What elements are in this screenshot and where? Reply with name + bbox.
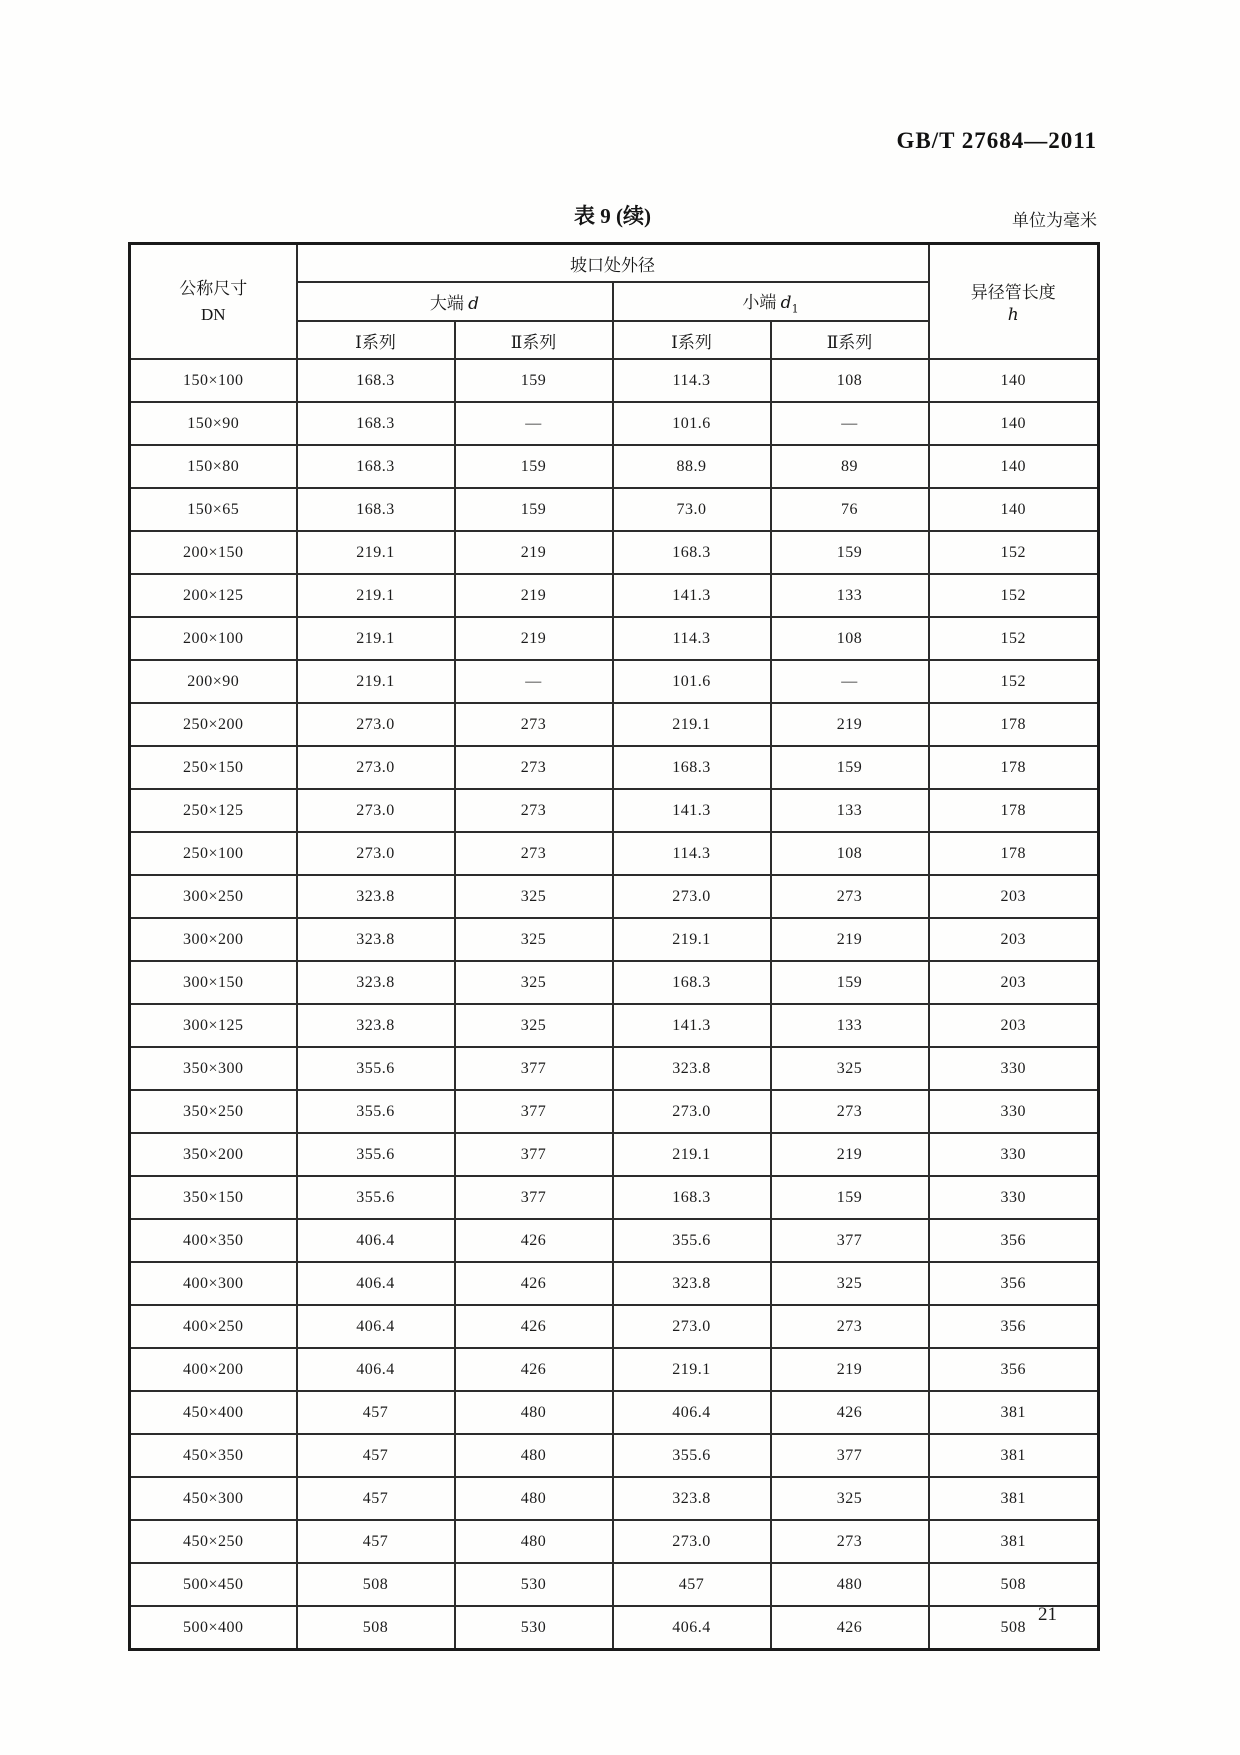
table-row	[130, 531, 1099, 574]
cell-big-end-series-2: 273	[455, 703, 613, 746]
cell-big-end-series-2: 159	[455, 359, 613, 402]
table-row	[130, 1090, 1099, 1133]
cell-nominal-size: 200×150	[130, 531, 297, 574]
header-small-end	[613, 282, 929, 321]
cell-big-end-series-1: 508	[297, 1606, 455, 1650]
cell-nominal-size: 200×125	[130, 574, 297, 617]
cell-small-end-series-1: 273.0	[613, 1090, 771, 1133]
cell-small-end-series-1: 101.6	[613, 660, 771, 703]
cell-big-end-series-1: 219.1	[297, 531, 455, 574]
cell-small-end-series-1: 168.3	[613, 961, 771, 1004]
cell-big-end-series-1: 168.3	[297, 445, 455, 488]
cell-big-end-series-2: —	[455, 660, 613, 703]
cell-small-end-series-1: 114.3	[613, 359, 771, 402]
header-reducer-length	[929, 244, 1099, 360]
cell-small-end-series-2: 219	[771, 918, 929, 961]
table-row	[130, 1606, 1099, 1650]
cell-reducer-length: 152	[929, 574, 1099, 617]
cell-big-end-series-1: 168.3	[297, 488, 455, 531]
reducer-dimensions-table	[128, 242, 1100, 1651]
cell-big-end-series-1: 219.1	[297, 617, 455, 660]
table-title: 表 9 (续)	[574, 204, 651, 228]
cell-small-end-series-2: 159	[771, 531, 929, 574]
cell-big-end-series-2: 159	[455, 445, 613, 488]
cell-big-end-series-1: 457	[297, 1477, 455, 1520]
header-small-end-series-2: Ⅱ系列	[771, 321, 929, 359]
cell-small-end-series-2: 76	[771, 488, 929, 531]
cell-reducer-length: 330	[929, 1047, 1099, 1090]
table-row	[130, 1047, 1099, 1090]
cell-small-end-series-2: 325	[771, 1047, 929, 1090]
cell-reducer-length: 330	[929, 1176, 1099, 1219]
cell-small-end-series-2: 325	[771, 1477, 929, 1520]
cell-big-end-series-2: 159	[455, 488, 613, 531]
cell-big-end-series-1: 355.6	[297, 1133, 455, 1176]
cell-big-end-series-2: 480	[455, 1434, 613, 1477]
table-row	[130, 832, 1099, 875]
cell-big-end-series-1: 457	[297, 1434, 455, 1477]
table-row	[130, 1434, 1099, 1477]
cell-nominal-size: 300×200	[130, 918, 297, 961]
cell-nominal-size: 400×350	[130, 1219, 297, 1262]
cell-small-end-series-1: 101.6	[613, 402, 771, 445]
cell-nominal-size: 200×100	[130, 617, 297, 660]
cell-small-end-series-1: 114.3	[613, 617, 771, 660]
cell-nominal-size: 150×80	[130, 445, 297, 488]
cell-reducer-length: 178	[929, 703, 1099, 746]
table-row	[130, 703, 1099, 746]
cell-big-end-series-2: 219	[455, 617, 613, 660]
cell-small-end-series-2: 426	[771, 1606, 929, 1650]
cell-reducer-length: 178	[929, 789, 1099, 832]
cell-big-end-series-1: 168.3	[297, 402, 455, 445]
cell-nominal-size: 300×250	[130, 875, 297, 918]
table-row	[130, 488, 1099, 531]
cell-big-end-series-1: 406.4	[297, 1305, 455, 1348]
cell-big-end-series-1: 406.4	[297, 1262, 455, 1305]
cell-small-end-series-2: 133	[771, 1004, 929, 1047]
cell-reducer-length: 381	[929, 1391, 1099, 1434]
cell-small-end-series-1: 141.3	[613, 574, 771, 617]
cell-big-end-series-2: 219	[455, 531, 613, 574]
cell-big-end-series-2: 325	[455, 961, 613, 1004]
cell-small-end-series-2: 89	[771, 445, 929, 488]
cell-reducer-length: 356	[929, 1219, 1099, 1262]
cell-small-end-series-1: 114.3	[613, 832, 771, 875]
cell-reducer-length: 140	[929, 445, 1099, 488]
cell-nominal-size: 450×300	[130, 1477, 297, 1520]
table-row	[130, 1305, 1099, 1348]
table-body	[130, 359, 1099, 1650]
cell-big-end-series-1: 273.0	[297, 703, 455, 746]
table-row	[130, 1219, 1099, 1262]
cell-small-end-series-2: 219	[771, 1133, 929, 1176]
cell-small-end-series-2: 377	[771, 1434, 929, 1477]
cell-nominal-size: 450×250	[130, 1520, 297, 1563]
cell-nominal-size: 250×125	[130, 789, 297, 832]
header-nominal-size	[130, 244, 297, 360]
cell-big-end-series-2: 530	[455, 1606, 613, 1650]
table-row	[130, 1563, 1099, 1606]
cell-reducer-length: 140	[929, 402, 1099, 445]
cell-reducer-length: 178	[929, 832, 1099, 875]
header-big-end-series-2: Ⅱ系列	[455, 321, 613, 359]
cell-big-end-series-1: 406.4	[297, 1219, 455, 1262]
cell-reducer-length: 140	[929, 359, 1099, 402]
cell-big-end-series-2: 273	[455, 789, 613, 832]
cell-small-end-series-1: 219.1	[613, 1348, 771, 1391]
unit-note: 单位为毫米	[1012, 211, 1097, 230]
cell-reducer-length: 152	[929, 531, 1099, 574]
cell-reducer-length: 140	[929, 488, 1099, 531]
header-big-end-series-1: Ⅰ系列	[297, 321, 455, 359]
cell-small-end-series-1: 273.0	[613, 1305, 771, 1348]
cell-small-end-series-2: 273	[771, 875, 929, 918]
cell-reducer-length: 178	[929, 746, 1099, 789]
table-header	[130, 244, 1099, 360]
cell-big-end-series-2: 426	[455, 1348, 613, 1391]
cell-small-end-series-2: 108	[771, 359, 929, 402]
cell-big-end-series-2: —	[455, 402, 613, 445]
cell-reducer-length: 330	[929, 1133, 1099, 1176]
cell-big-end-series-1: 457	[297, 1391, 455, 1434]
cell-small-end-series-2: 219	[771, 1348, 929, 1391]
cell-big-end-series-1: 273.0	[297, 789, 455, 832]
cell-reducer-length: 381	[929, 1434, 1099, 1477]
cell-nominal-size: 250×150	[130, 746, 297, 789]
cell-big-end-series-2: 480	[455, 1520, 613, 1563]
header-big-end-symbol: d	[468, 294, 480, 314]
table-row	[130, 1520, 1099, 1563]
cell-big-end-series-2: 273	[455, 832, 613, 875]
cell-big-end-series-1: 508	[297, 1563, 455, 1606]
cell-small-end-series-2: 273	[771, 1090, 929, 1133]
cell-nominal-size: 250×100	[130, 832, 297, 875]
cell-small-end-series-2: —	[771, 402, 929, 445]
cell-big-end-series-2: 426	[455, 1305, 613, 1348]
table-row	[130, 1477, 1099, 1520]
header-small-end-label: 小端	[742, 292, 781, 312]
cell-big-end-series-1: 323.8	[297, 1004, 455, 1047]
cell-small-end-series-1: 141.3	[613, 1004, 771, 1047]
cell-big-end-series-1: 323.8	[297, 875, 455, 918]
cell-big-end-series-1: 355.6	[297, 1090, 455, 1133]
cell-small-end-series-1: 323.8	[613, 1047, 771, 1090]
cell-small-end-series-1: 73.0	[613, 488, 771, 531]
cell-small-end-series-2: 426	[771, 1391, 929, 1434]
cell-nominal-size: 350×300	[130, 1047, 297, 1090]
cell-small-end-series-1: 323.8	[613, 1262, 771, 1305]
cell-small-end-series-1: 457	[613, 1563, 771, 1606]
header-big-end	[297, 282, 613, 321]
cell-reducer-length: 203	[929, 1004, 1099, 1047]
cell-reducer-length: 381	[929, 1520, 1099, 1563]
cell-nominal-size: 450×400	[130, 1391, 297, 1434]
cell-big-end-series-1: 273.0	[297, 832, 455, 875]
cell-big-end-series-1: 457	[297, 1520, 455, 1563]
table-row	[130, 617, 1099, 660]
cell-reducer-length: 203	[929, 961, 1099, 1004]
table-row	[130, 660, 1099, 703]
cell-big-end-series-2: 480	[455, 1391, 613, 1434]
cell-big-end-series-2: 377	[455, 1176, 613, 1219]
header-big-end-label: 大端	[429, 294, 469, 313]
cell-nominal-size: 200×90	[130, 660, 297, 703]
cell-nominal-size: 350×200	[130, 1133, 297, 1176]
cell-reducer-length: 152	[929, 617, 1099, 660]
cell-reducer-length: 330	[929, 1090, 1099, 1133]
cell-big-end-series-2: 325	[455, 918, 613, 961]
table-row	[130, 1348, 1099, 1391]
cell-big-end-series-2: 325	[455, 875, 613, 918]
cell-small-end-series-1: 88.9	[613, 445, 771, 488]
cell-nominal-size: 400×200	[130, 1348, 297, 1391]
header-small-end-symbol: $d_1$	[780, 292, 799, 316]
cell-small-end-series-2: 133	[771, 789, 929, 832]
cell-nominal-size: 350×150	[130, 1176, 297, 1219]
cell-reducer-length: 508	[929, 1606, 1099, 1650]
cell-nominal-size: 300×150	[130, 961, 297, 1004]
cell-small-end-series-1: 323.8	[613, 1477, 771, 1520]
header-reducer-length-label: 异径管长度	[970, 283, 1056, 302]
cell-reducer-length: 203	[929, 918, 1099, 961]
cell-reducer-length: 356	[929, 1348, 1099, 1391]
cell-small-end-series-1: 219.1	[613, 918, 771, 961]
cell-small-end-series-2: 159	[771, 961, 929, 1004]
cell-big-end-series-2: 426	[455, 1262, 613, 1305]
cell-big-end-series-1: 355.6	[297, 1176, 455, 1219]
cell-small-end-series-1: 355.6	[613, 1219, 771, 1262]
cell-big-end-series-2: 377	[455, 1133, 613, 1176]
header-small-end-series-1: Ⅰ系列	[613, 321, 771, 359]
cell-big-end-series-1: 406.4	[297, 1348, 455, 1391]
table-row	[130, 445, 1099, 488]
cell-nominal-size: 150×100	[130, 359, 297, 402]
table-row	[130, 1391, 1099, 1434]
cell-nominal-size: 150×90	[130, 402, 297, 445]
table-row	[130, 359, 1099, 402]
cell-nominal-size: 400×250	[130, 1305, 297, 1348]
cell-big-end-series-2: 530	[455, 1563, 613, 1606]
cell-big-end-series-1: 219.1	[297, 660, 455, 703]
cell-small-end-series-1: 406.4	[613, 1391, 771, 1434]
cell-small-end-series-1: 273.0	[613, 875, 771, 918]
cell-small-end-series-2: 273	[771, 1305, 929, 1348]
cell-nominal-size: 300×125	[130, 1004, 297, 1047]
cell-big-end-series-1: 323.8	[297, 918, 455, 961]
page-number: 21	[1038, 1604, 1057, 1625]
table-row	[130, 918, 1099, 961]
cell-big-end-series-1: 219.1	[297, 574, 455, 617]
cell-reducer-length: 152	[929, 660, 1099, 703]
cell-big-end-series-1: 323.8	[297, 961, 455, 1004]
cell-big-end-series-1: 168.3	[297, 359, 455, 402]
cell-big-end-series-2: 377	[455, 1090, 613, 1133]
cell-small-end-series-2: 480	[771, 1563, 929, 1606]
cell-reducer-length: 381	[929, 1477, 1099, 1520]
cell-small-end-series-1: 141.3	[613, 789, 771, 832]
cell-small-end-series-2: 133	[771, 574, 929, 617]
cell-big-end-series-2: 325	[455, 1004, 613, 1047]
cell-reducer-length: 508	[929, 1563, 1099, 1606]
cell-small-end-series-1: 406.4	[613, 1606, 771, 1650]
cell-small-end-series-2: 377	[771, 1219, 929, 1262]
table-row	[130, 1262, 1099, 1305]
cell-small-end-series-2: 159	[771, 1176, 929, 1219]
cell-small-end-series-2: 219	[771, 703, 929, 746]
cell-nominal-size: 450×350	[130, 1434, 297, 1477]
header-reducer-length-symbol: h	[1007, 305, 1019, 325]
cell-big-end-series-2: 377	[455, 1047, 613, 1090]
cell-nominal-size: 250×200	[130, 703, 297, 746]
cell-nominal-size: 350×250	[130, 1090, 297, 1133]
table-row	[130, 961, 1099, 1004]
cell-big-end-series-1: 273.0	[297, 746, 455, 789]
cell-small-end-series-1: 219.1	[613, 703, 771, 746]
cell-small-end-series-1: 219.1	[613, 1133, 771, 1176]
cell-small-end-series-2: 273	[771, 1520, 929, 1563]
table-row	[130, 574, 1099, 617]
cell-small-end-series-1: 168.3	[613, 531, 771, 574]
header-nominal-size-symbol: DN	[200, 304, 226, 324]
cell-nominal-size: 500×400	[130, 1606, 297, 1650]
table-row	[130, 1004, 1099, 1047]
header-nominal-size-label: 公称尺寸	[179, 279, 248, 298]
cell-nominal-size: 150×65	[130, 488, 297, 531]
cell-small-end-series-1: 355.6	[613, 1434, 771, 1477]
table-row	[130, 789, 1099, 832]
table-row	[130, 875, 1099, 918]
cell-small-end-series-1: 168.3	[613, 1176, 771, 1219]
cell-reducer-length: 203	[929, 875, 1099, 918]
cell-reducer-length: 356	[929, 1305, 1099, 1348]
cell-nominal-size: 500×450	[130, 1563, 297, 1606]
cell-small-end-series-2: 159	[771, 746, 929, 789]
cell-small-end-series-2: 325	[771, 1262, 929, 1305]
table-row	[130, 1176, 1099, 1219]
cell-big-end-series-2: 480	[455, 1477, 613, 1520]
table-row	[130, 1133, 1099, 1176]
cell-big-end-series-2: 219	[455, 574, 613, 617]
cell-big-end-series-2: 273	[455, 746, 613, 789]
cell-big-end-series-2: 426	[455, 1219, 613, 1262]
standard-number: GB/T 27684—2011	[896, 128, 1097, 153]
cell-small-end-series-2: 108	[771, 617, 929, 660]
cell-small-end-series-2: 108	[771, 832, 929, 875]
cell-big-end-series-1: 355.6	[297, 1047, 455, 1090]
table-row	[130, 746, 1099, 789]
cell-small-end-series-1: 168.3	[613, 746, 771, 789]
cell-small-end-series-1: 273.0	[613, 1520, 771, 1563]
cell-reducer-length: 356	[929, 1262, 1099, 1305]
table-row	[130, 402, 1099, 445]
header-groove-outer-diameter: 坡口处外径	[297, 244, 929, 283]
cell-small-end-series-2: —	[771, 660, 929, 703]
cell-nominal-size: 400×300	[130, 1262, 297, 1305]
